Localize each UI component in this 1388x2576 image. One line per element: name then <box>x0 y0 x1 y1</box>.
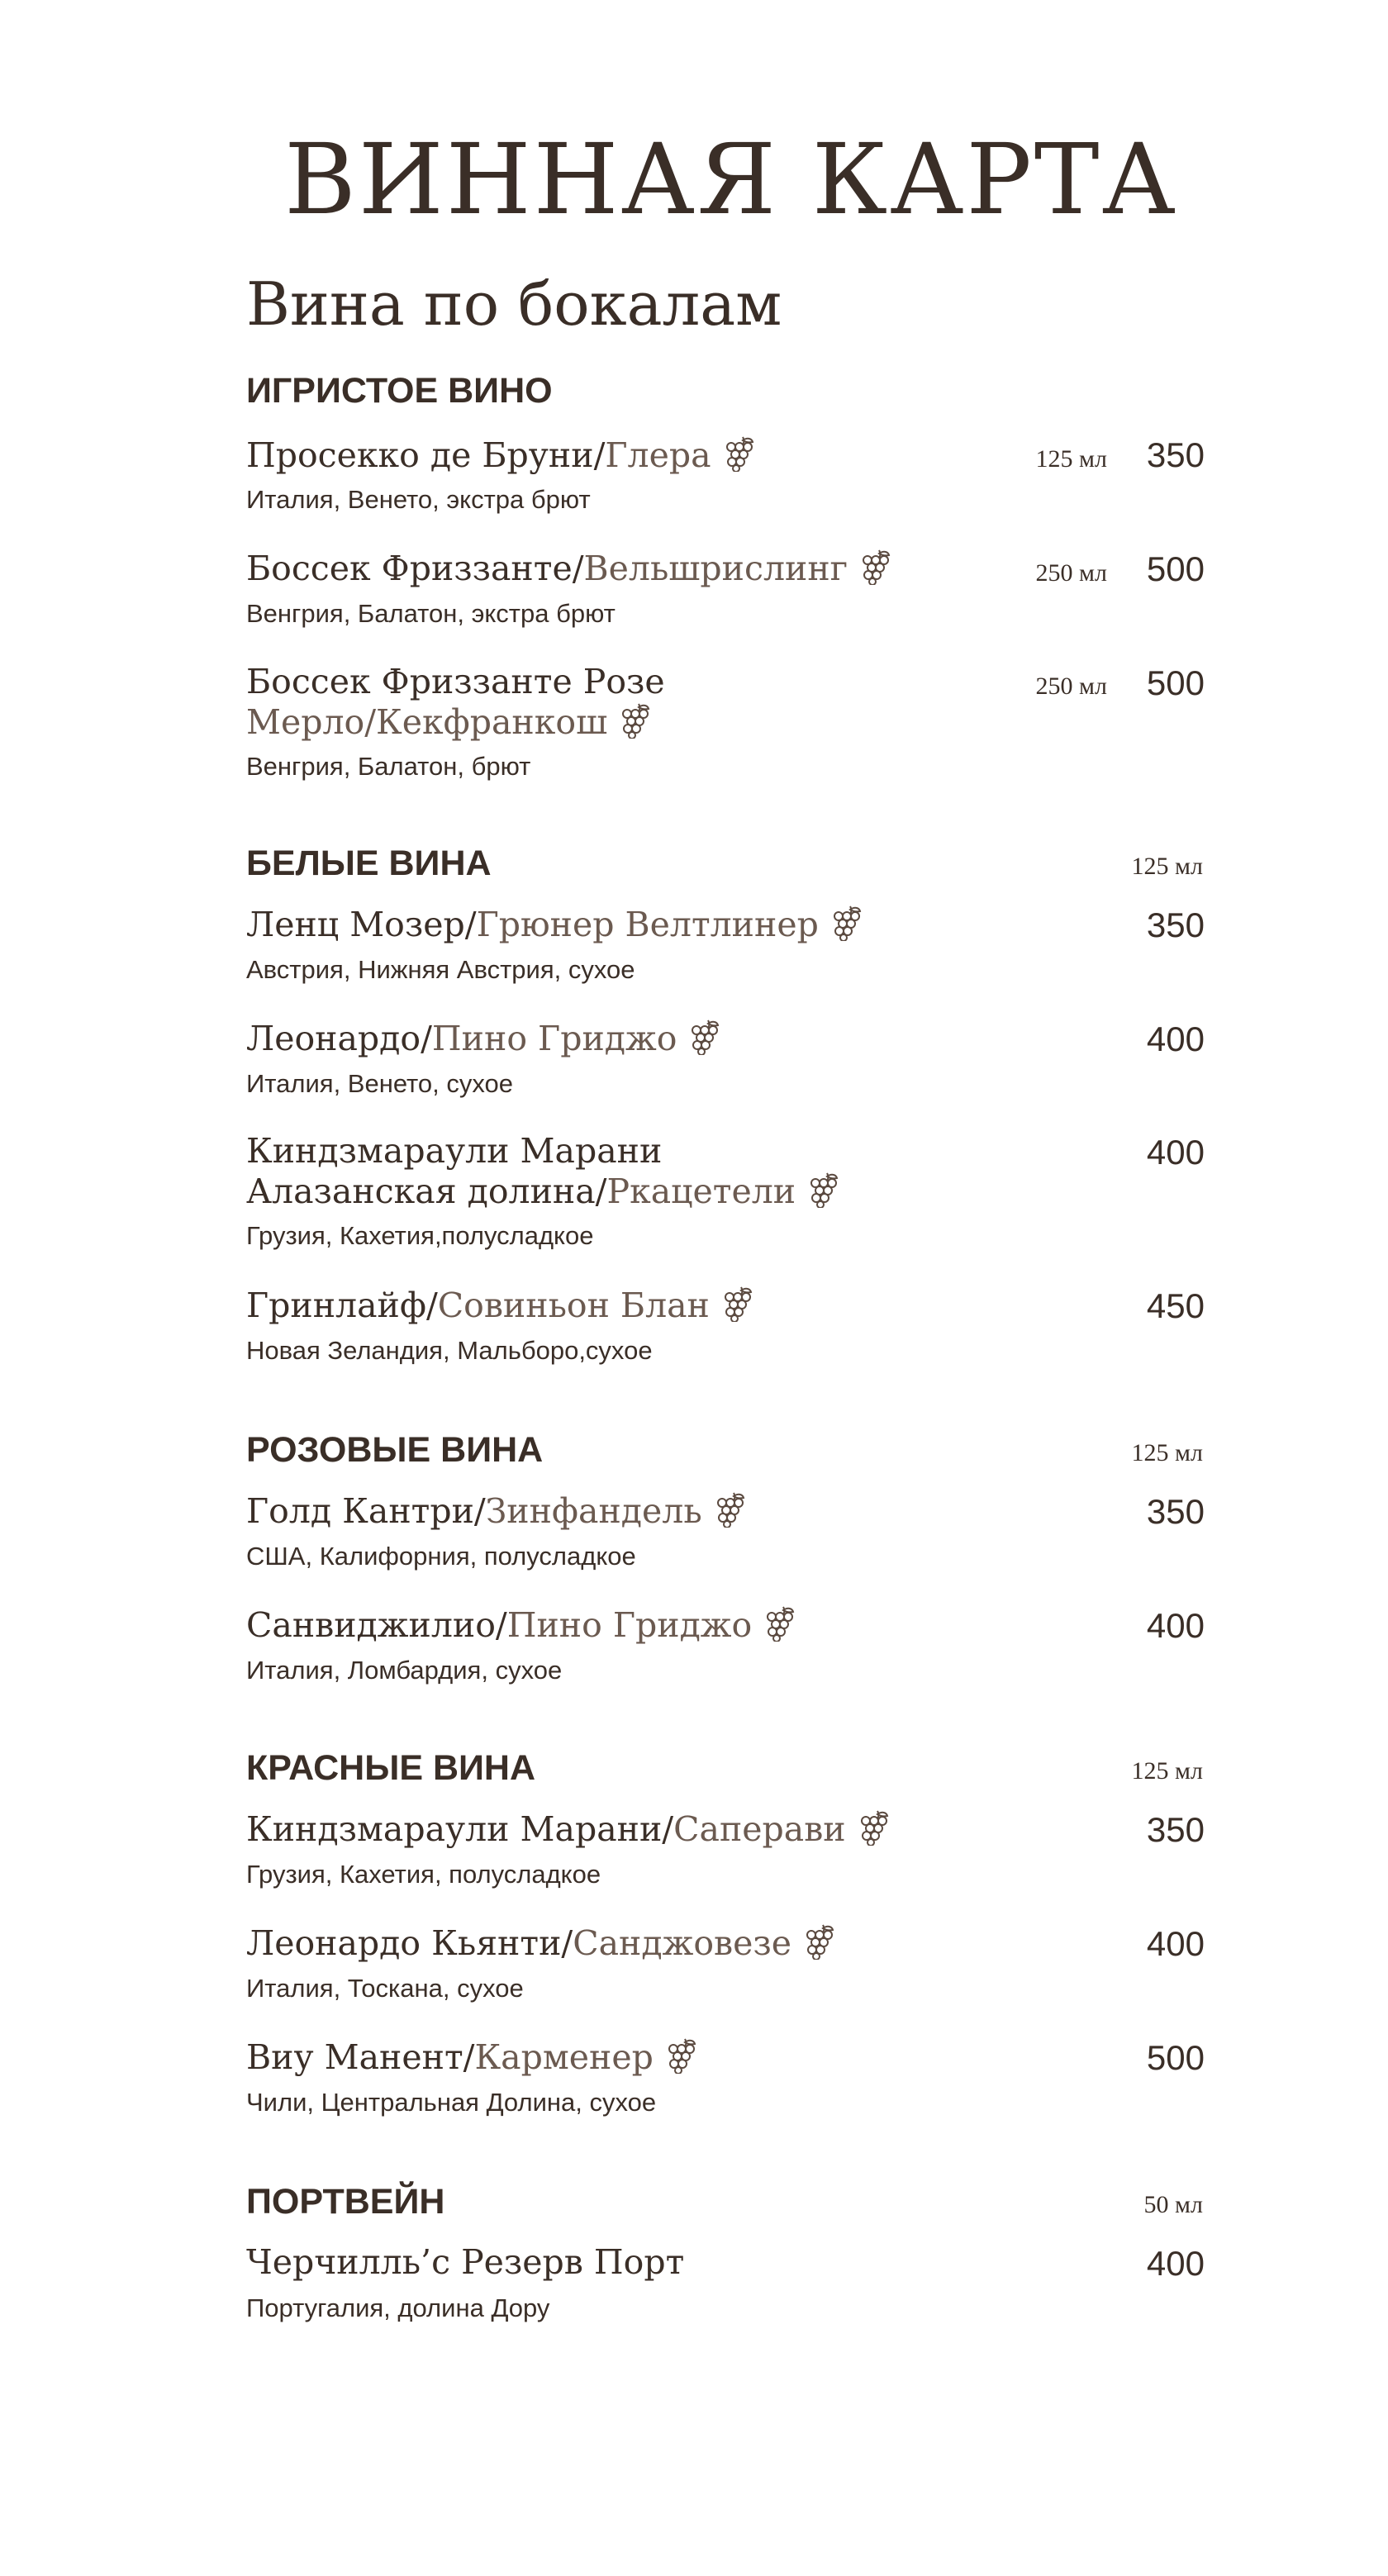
wine-name: Санвиджилио/Пино Гриджо <box>246 1604 796 1646</box>
wine-price: 400 <box>1146 1133 1205 1172</box>
grape-variety: Ркацетели <box>606 1172 796 1211</box>
wine-price: 500 <box>1146 663 1205 702</box>
grape-icon <box>721 1284 754 1322</box>
grape-icon <box>723 434 756 472</box>
wine-price: 350 <box>1146 1492 1205 1531</box>
wine-price: 350 <box>1146 1810 1205 1849</box>
grape-variety: Мерло/Кекфранкош <box>246 702 608 742</box>
page-subtitle: Вина по бокалам <box>246 269 782 339</box>
wine-origin: США, Калифорния, полусладкое <box>246 1542 636 1571</box>
grape-variety: Пино Гриджо <box>431 1019 677 1058</box>
grape-icon <box>807 1170 840 1208</box>
wine-origin: Австрия, Нижняя Австрия, сухое <box>246 955 635 984</box>
grape-variety: Саперави <box>673 1809 846 1849</box>
section-volume: 50 мл <box>1143 2191 1203 2218</box>
grape-icon <box>763 1604 796 1642</box>
wine-origin: Венгрия, Балатон, экстра брют <box>246 599 616 628</box>
wine-price: 400 <box>1146 1019 1205 1058</box>
wine-name: Боссек Фриззанте/Вельшрислинг <box>246 547 892 589</box>
page-title: ВИННАЯ КАРТА <box>284 122 1178 236</box>
wine-name: Боссек Фриззанте Розе <box>246 662 665 701</box>
grape-variety: Санджовезе <box>573 1923 791 1963</box>
wine-origin: Новая Зеландия, Мальборо,сухое <box>246 1336 653 1365</box>
grape-icon <box>803 1922 836 1960</box>
grape-icon <box>665 2036 698 2074</box>
grape-icon <box>830 903 863 941</box>
wine-name: Леонардо Кьянти/Санджовезе <box>246 1922 836 1964</box>
wine-origin: Италия, Ломбардия, сухое <box>246 1656 563 1685</box>
grape-variety: Грюнер Велтлинер <box>476 905 819 944</box>
wine-name-line2 <box>246 701 652 743</box>
wine-origin: Италия, Венето, сухое <box>246 1069 513 1098</box>
grape-variety: Совиньон Блан <box>437 1286 710 1325</box>
wine-volume: 125 мл <box>1035 445 1107 473</box>
section-volume: 125 мл <box>1131 1757 1203 1785</box>
grape-icon <box>859 547 892 585</box>
wine-origin: Чили, Центральная Долина, сухое <box>246 2088 657 2117</box>
wine-price: 400 <box>1146 2244 1205 2283</box>
wine-name: Леонардо/Пино Гриджо <box>246 1017 721 1059</box>
section-heading-red: КРАСНЫЕ ВИНА <box>246 1748 536 1788</box>
wine-price: 450 <box>1146 1286 1205 1325</box>
wine-price: 350 <box>1146 435 1205 474</box>
wine-price: 350 <box>1146 905 1205 944</box>
wine-origin: Грузия, Кахетия,полусладкое <box>246 1221 594 1250</box>
grape-icon <box>858 1808 891 1846</box>
section-heading-white: БЕЛЫЕ ВИНА <box>246 844 492 883</box>
wine-price: 400 <box>1146 1924 1205 1963</box>
wine-price: 400 <box>1146 1606 1205 1645</box>
grape-variety: Зинфандель <box>485 1491 702 1531</box>
grape-variety: Глера <box>605 435 711 475</box>
wine-name-line2: Алазанская долина/Ркацетели <box>246 1170 840 1212</box>
wine-price: 500 <box>1146 2038 1205 2077</box>
wine-name: Голд Кантри/Зинфандель <box>246 1490 747 1532</box>
wine-name: Гринлайф/Совиньон Блан <box>246 1284 754 1326</box>
section-heading-port: ПОРТВЕЙН <box>246 2182 445 2222</box>
section-heading-rose: РОЗОВЫЕ ВИНА <box>246 1430 544 1470</box>
wine-name: Киндзмараули Марани/Саперави <box>246 1808 891 1850</box>
wine-origin: Португалия, долина Дору <box>246 2293 550 2322</box>
wine-price: 500 <box>1146 549 1205 588</box>
wine-volume: 250 мл <box>1035 673 1107 700</box>
grape-variety: Карменер <box>474 2037 654 2077</box>
grape-variety: Пино Гриджо <box>506 1605 753 1645</box>
wine-name: Виу Манент/Карменер <box>246 2036 698 2078</box>
grape-icon <box>619 701 652 739</box>
wine-origin: Италия, Венето, экстра брют <box>246 485 591 514</box>
wine-name: Ленц Мозер/Грюнер Велтлинер <box>246 903 863 945</box>
grape-variety: Вельшрислинг <box>583 549 848 588</box>
section-volume: 125 мл <box>1131 1439 1203 1466</box>
wine-origin: Италия, Тоскана, сухое <box>246 1974 524 2003</box>
wine-name: Черчилль’с Резерв Порт <box>246 2242 685 2282</box>
section-heading-sparkling: ИГРИСТОЕ ВИНО <box>246 371 553 411</box>
wine-origin: Венгрия, Балатон, брют <box>246 752 531 781</box>
wine-volume: 250 мл <box>1035 559 1107 587</box>
section-volume: 125 мл <box>1131 853 1203 880</box>
wine-name: Просекко де Бруни/Глера <box>246 434 756 476</box>
wine-origin: Грузия, Кахетия, полусладкое <box>246 1860 601 1889</box>
grape-icon <box>688 1017 721 1055</box>
grape-icon <box>714 1490 747 1528</box>
wine-name: Киндзмараули Марани <box>246 1131 663 1171</box>
